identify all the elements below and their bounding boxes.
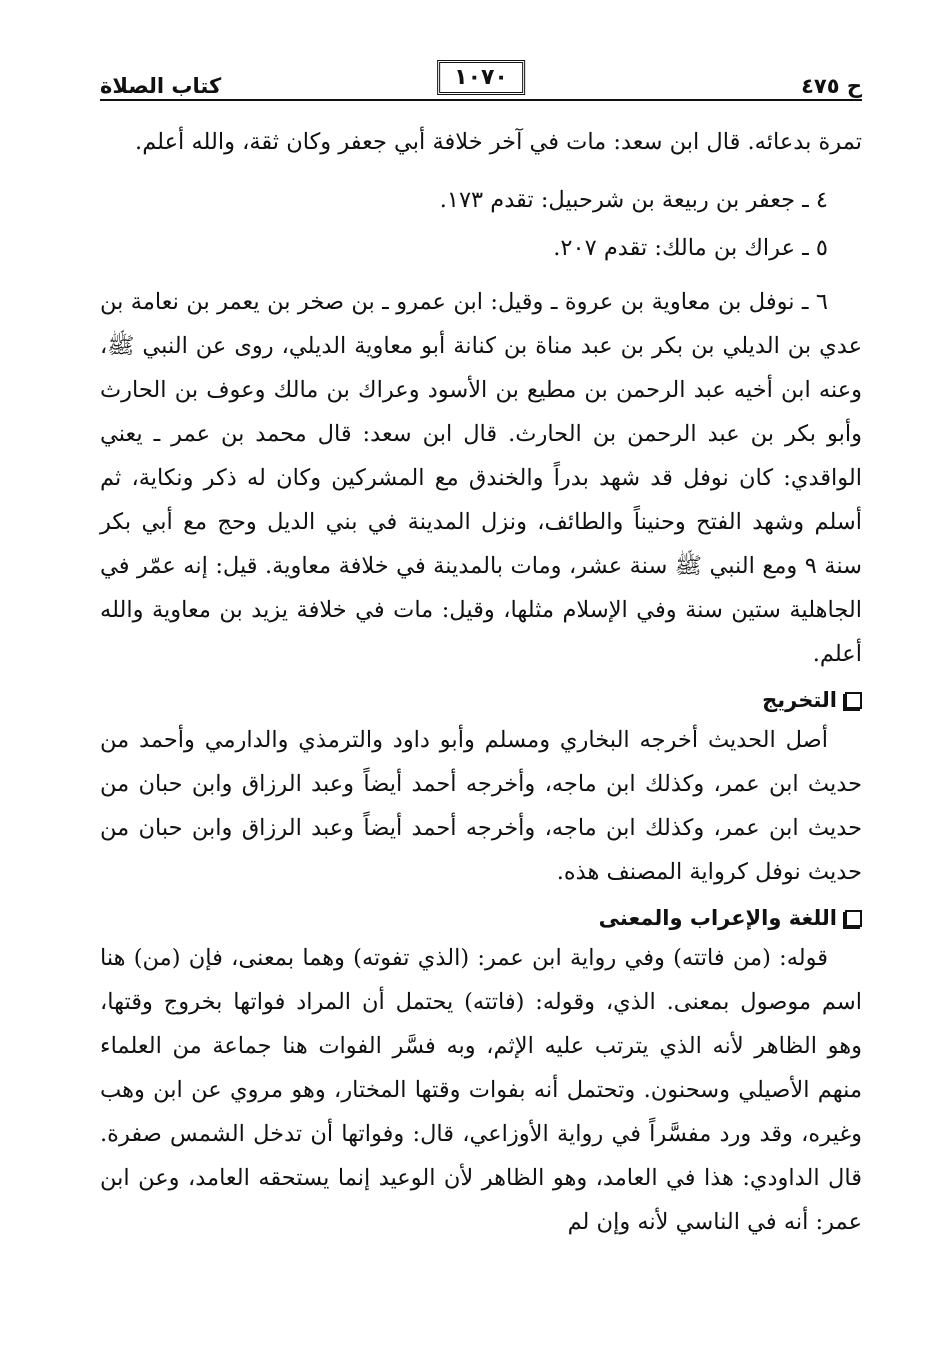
page-body bbox=[100, 120, 862, 1244]
checkbox-square-icon bbox=[845, 692, 862, 709]
page-header bbox=[100, 58, 862, 100]
book-page bbox=[100, 58, 862, 1244]
narrator-item-6: ٦ ـ نوفل بن معاوية بن عروة ـ وقيل: ابن عمرو ـ بن صخر بن يعمر بن نعامة بن عدي بن الديلي بن بكر بن عبد مناة بن كنانة أبو معاوية الديلي، روى عن النبي ﷺ، وعنه ابن أخيه عبد الرحمن بن مطيع بن الأسود وعراك بن مالك وعوف بن الحارث وأبو بكر بن عبد الرحمن بن الحارث. قال ابن سعد: قال محمد بن عمر ـ يعني الواقدي: كان نوفل قد شهد بدراً والخندق مع المشركين وكان له ذكر ونكاية، ثم أسلم وشهد الفتح وحنيناً والطائف، ونزل المدينة في بني الديل وحج مع أبي بكر سنة ٩ ومع النبي ﷺ سنة عشر، ومات بالمدينة في خلافة معاوية. قيل: إنه عمّر في الجاهلية ستين سنة وفي الإسلام مثلها، وقيل: مات في خلافة يزيد بن معاوية والله أعلم. bbox=[100, 289, 863, 667]
section-heading-lugha bbox=[100, 906, 862, 930]
narrator-item-5: ٥ ـ عراك بن مالك: تقدم ٢٠٧. bbox=[553, 235, 828, 261]
takhrij-paragraph: أصل الحديث أخرجه البخاري ومسلم وأبو داود والترمذي والدارمي وأحمد من حديث ابن عمر، وكذلك ابن ماجه، وأخرجه أحمد أيضاً وعبد الرزاق وابن حبان من حديث ابن عمر، وكذلك ابن ماجه، وأخرجه أحمد أيضاً وعبد الرزاق وابن حبان من حديث نوفل كرواية المصنف هذه. bbox=[100, 727, 862, 885]
volume-page-number: ح ٤٧٥ bbox=[801, 74, 862, 98]
checkbox-square-icon bbox=[845, 910, 862, 927]
section-heading-label: التخريج bbox=[762, 688, 837, 712]
narrator-item-4: ٤ ـ جعفر بن ربيعة بن شرحبيل: تقدم ١٧٣. bbox=[439, 187, 828, 213]
lugha-paragraph: قوله: (من فاتته) وفي رواية ابن عمر: (الذي تفوته) وهما بمعنى، فإن (من) هنا اسم موصول بمعنى. الذي، وقوله: (فاتته) يحتمل أن المراد فواتها بخروج وقتها، وهو الظاهر لأنه الذي يترتب عليه الإثم، وبه فسَّر الفوات هنا جماعة من العلماء منهم الأصيلي وسحنون. وتحتمل أنه بفوات وقتها المختار، وهو مروي عن ابن وهب وغيره، وقد ورد مفسَّراً في رواية الأوزاعي، قال: وفواتها أن تدخل الشمس صفرة. قال الداودي: هذا في العامد، وهو الظاهر لأن الوعيد إنما يستحقه العامد، وعن ابن عمر: أنه في الناسي لأنه وإن لم bbox=[100, 945, 862, 1235]
chapter-title: كتاب الصلاة bbox=[100, 74, 222, 98]
paragraph-continuation: تمرة بدعائه. قال ابن سعد: مات في آخر خلافة أبي جعفر وكان ثقة، والله أعلم. bbox=[135, 129, 862, 155]
section-heading-takhrij bbox=[100, 688, 862, 712]
hadith-number-frame: ١٠٧٠ bbox=[437, 60, 525, 95]
header-divider bbox=[100, 99, 862, 101]
section-heading-label: اللغة والإعراب والمعنى bbox=[598, 906, 837, 930]
